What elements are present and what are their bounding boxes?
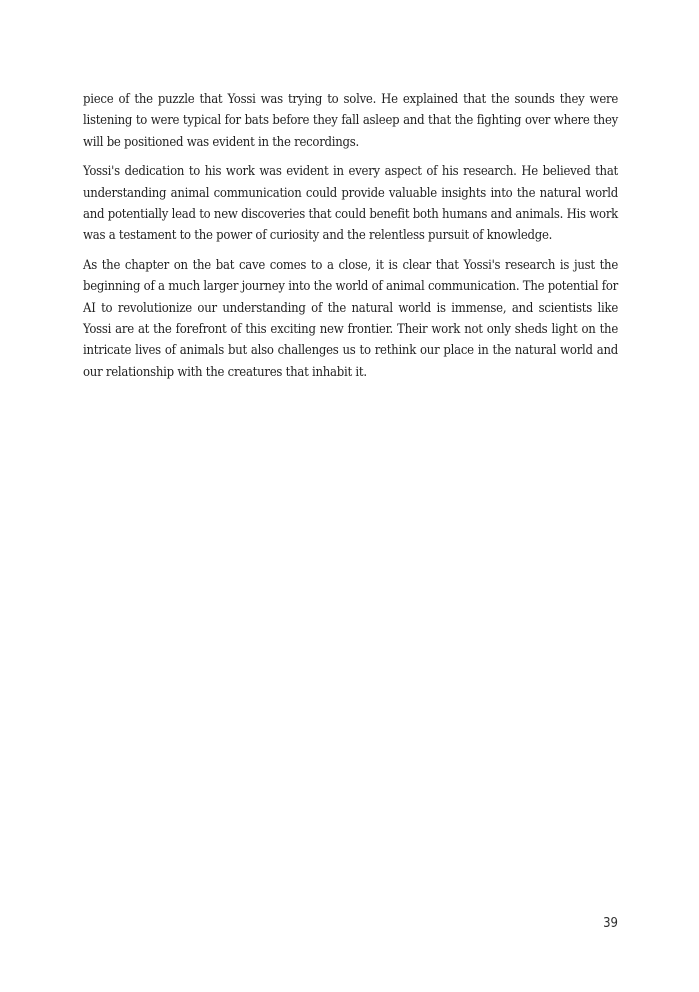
paragraph: As the chapter on the bat cave comes to a close, it is clear that Yossi's research is just the beginning of a much larger journey into the world of animal communication. The potential for AI to revolutionize our understanding of the natural world is immense, and scientists like Yossi are at the forefront of this exciting new frontier. Their work not only sheds light on the intricate lives of animals but also challenges us to rethink our place in the natural world and our relationship with the creatures that inhabit it. — [83, 258, 618, 380]
paragraph: piece of the puzzle that Yossi was trying to solve. He explained that the sounds they were listening to were typical for bats before they fall asleep and that the fighting over where they will be positioned was evident in the recordings. — [83, 92, 618, 150]
page-number: 39 — [603, 916, 618, 931]
paragraph: Yossi's dedication to his work was evident in every aspect of his research. He believed that understanding animal communication could provide valuable insights into the natural world and potentially lead to new discoveries that could benefit both humans and animals. His work was a testament to the power of curiosity and the relentless pursuit of knowledge. — [83, 164, 618, 244]
page-text-block — [83, 89, 618, 383]
